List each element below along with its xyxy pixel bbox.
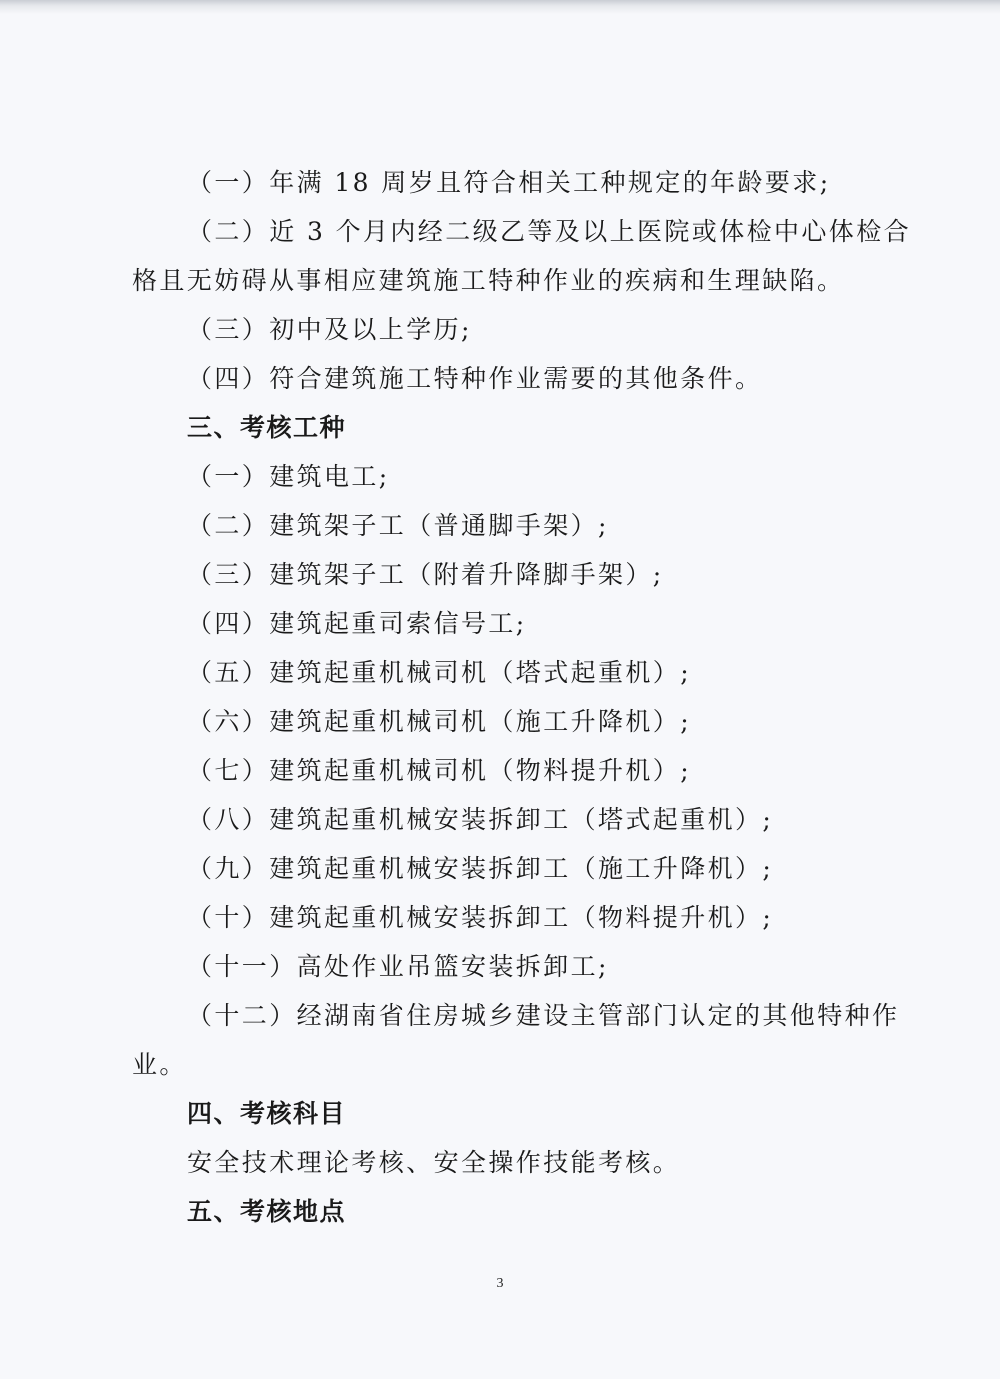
- scan-top-edge: [0, 0, 1000, 14]
- document-body: [132, 158, 912, 1236]
- list-item: （十一）高处作业吊篮安装拆卸工;: [187, 952, 609, 981]
- list-item: （一）建筑电工;: [187, 462, 390, 491]
- section-heading: 四、考核科目: [187, 1099, 347, 1128]
- page-number: 3: [496, 1276, 504, 1291]
- list-item: （十）建筑起重机械安装拆卸工（物料提升机）;: [187, 903, 774, 932]
- paragraph-line: （四）符合建筑施工特种作业需要的其他条件。: [187, 364, 763, 393]
- list-item: （七）建筑起重机械司机（物料提升机）;: [187, 756, 692, 785]
- paragraph-line: 格且无妨碍从事相应建筑施工特种作业的疾病和生理缺陷。: [132, 266, 845, 295]
- list-item: （二）建筑架子工（普通脚手架）;: [187, 511, 609, 540]
- list-item: （五）建筑起重机械司机（塔式起重机）;: [187, 658, 692, 687]
- list-item: （四）建筑起重司索信号工;: [187, 609, 527, 638]
- section-heading: 三、考核工种: [187, 413, 347, 442]
- list-item: （六）建筑起重机械司机（施工升降机）;: [187, 707, 692, 736]
- paragraph-line: 安全技术理论考核、安全操作技能考核。: [187, 1148, 681, 1177]
- section-heading: 五、考核地点: [187, 1197, 347, 1226]
- list-item: （十二）经湖南省住房城乡建设主管部门认定的其他特种作: [187, 1001, 900, 1030]
- paragraph-line: （一）年满 18 周岁且符合相关工种规定的年龄要求;: [187, 168, 831, 197]
- list-item: （八）建筑起重机械安装拆卸工（塔式起重机）;: [187, 805, 774, 834]
- list-item: （三）建筑架子工（附着升降脚手架）;: [187, 560, 664, 589]
- list-item-continuation: 业。: [132, 1050, 187, 1079]
- paragraph-line: （二）近 3 个月内经二级乙等及以上医院或体检中心体检合: [187, 217, 912, 246]
- paragraph-line: （三）初中及以上学历;: [187, 315, 472, 344]
- list-item: （九）建筑起重机械安装拆卸工（施工升降机）;: [187, 854, 774, 883]
